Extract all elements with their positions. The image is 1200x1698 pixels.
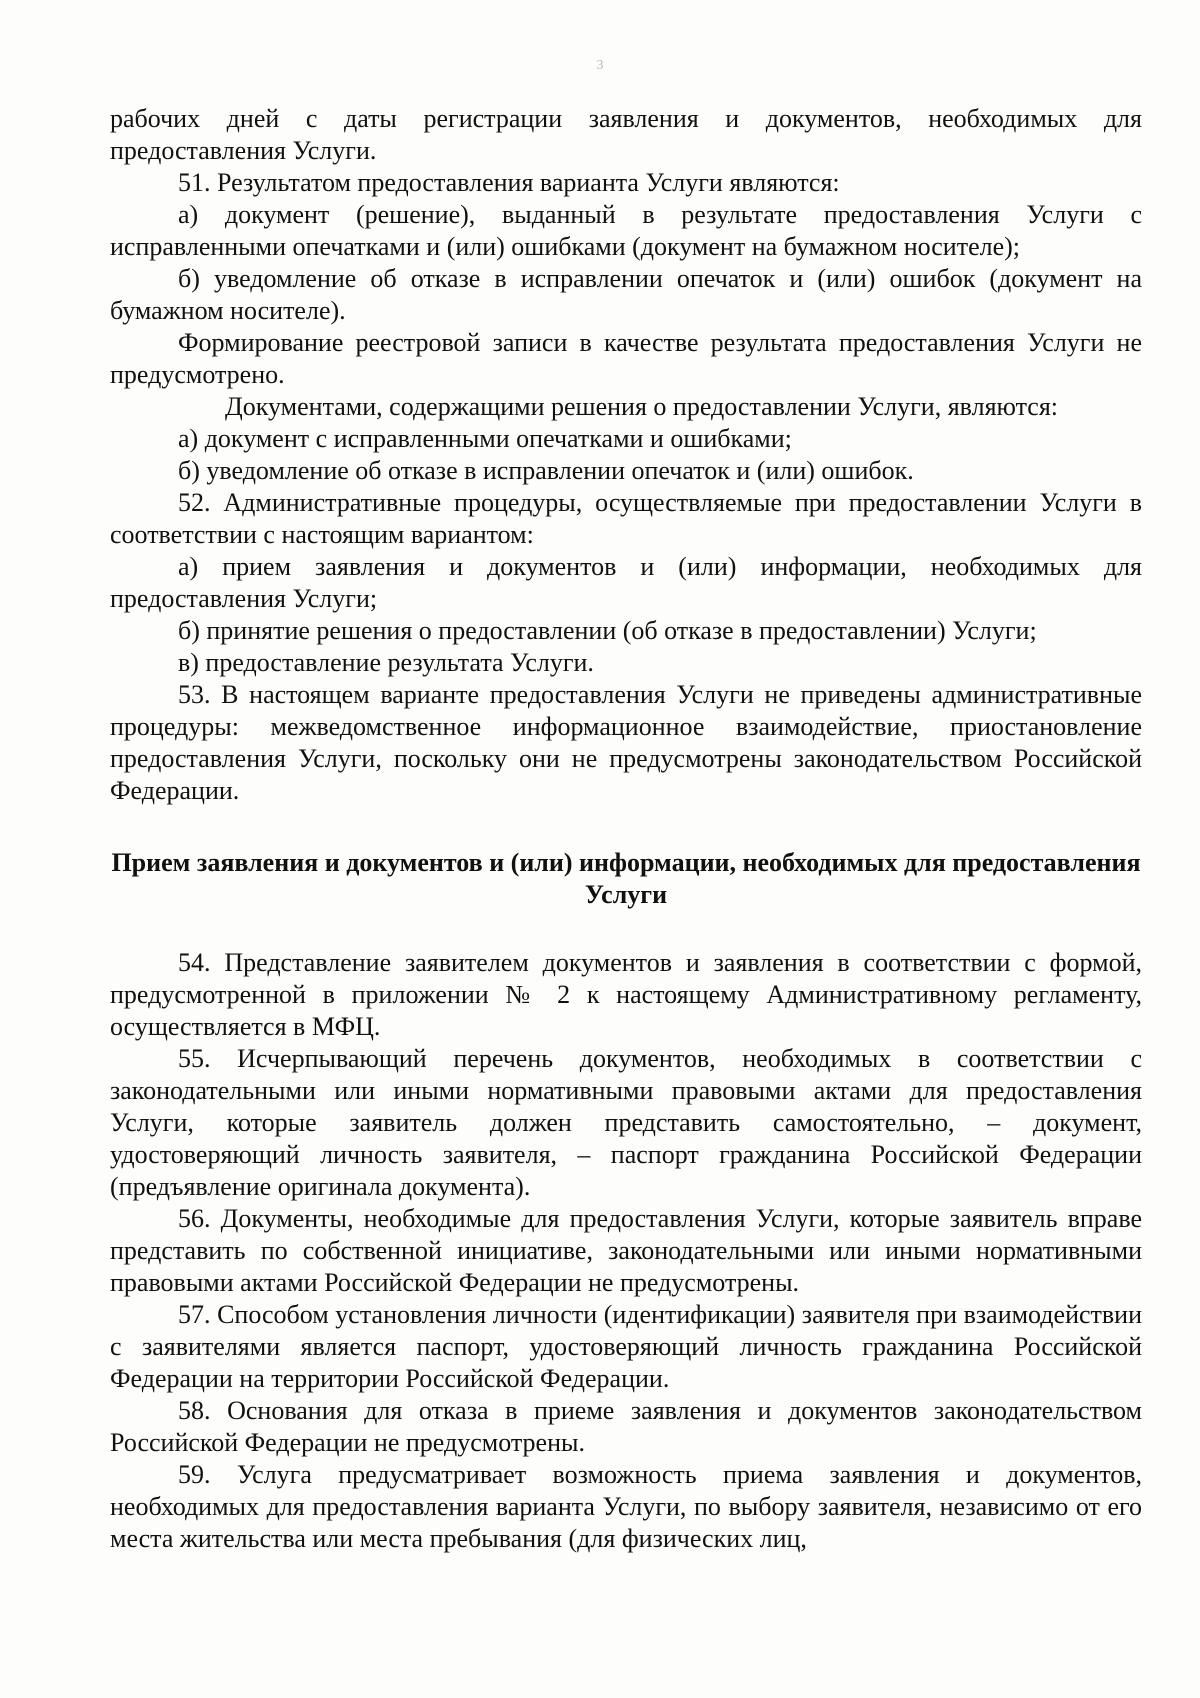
paragraph-56: 56. Документы, необходимые для предоставления Услуги, которые заявитель вправе представить по собственной инициативе, законодательными или иными нормативными правовыми актами Российской Федерации не предусмотрены. — [110, 1204, 1142, 1297]
paragraph-decision-documents: Документами, содержащими решения о предоставлении Услуги, являются: — [225, 392, 1059, 421]
paragraph-51-b: б) уведомление об отказе в исправлении опечаток и (или) ошибок (документ на бумажном носителе). — [110, 264, 1142, 325]
paragraph-52-a: а) прием заявления и документов и (или) информации, необходимых для предоставления Услуги; — [110, 552, 1142, 613]
paragraph-54: 54. Представление заявителем документов и заявления в соответствии с формой, предусмотренной в приложении № 2 к настоящему Административному регламенту, осуществляется в МФЦ. — [110, 948, 1142, 1041]
paragraph-52-b: б) принятие решения о предоставлении (об отказе в предоставлении) Услуги; — [178, 616, 1037, 645]
paragraph-58: 58. Основания для отказа в приеме заявления и документов законодательством Российской Федерации не предусмотрены. — [110, 1396, 1142, 1457]
paragraph-59: 59. Услуга предусматривает возможность приема заявления и документов, необходимых для предоставления варианта Услуги, по выбору заявителя, независимо от его места жительства или места пребывания (для физических лиц, — [110, 1460, 1142, 1553]
document-body — [110, 103, 1142, 1555]
paragraph-decision-documents-b: б) уведомление об отказе в исправлении опечаток и (или) ошибок. — [178, 456, 914, 485]
paragraph-51-a: а) документ (решение), выданный в результате предоставления Услуги с исправленными опечатками и (или) ошибками (документ на бумажном носителе); — [110, 200, 1142, 261]
paragraph-52-c: в) предоставление результата Услуги. — [178, 648, 594, 677]
paragraph-53: 53. В настоящем варианте предоставления Услуги не приведены административные процедуры: межведомственное информационное взаимодействие, приостановление предоставления Услуги, поскольку они не предусмотрены законодательством Российской Федерации. — [110, 680, 1142, 805]
paragraph-registry-record: Формирование реестровой записи в качестве результата предоставления Услуги не предусмотрено. — [110, 328, 1142, 389]
paragraph-decision-documents-a: а) документ с исправленными опечатками и ошибками; — [178, 424, 792, 453]
paragraph-52: 52. Административные процедуры, осуществляемые при предоставлении Услуги в соответствии с настоящим вариантом: — [110, 488, 1142, 549]
page-number: 3 — [596, 58, 604, 73]
section-heading: Прием заявления и документов и (или) информации, необходимых для предоставления Услуги — [111, 848, 1141, 909]
paragraph-continuation: рабочих дней с даты регистрации заявления и документов, необходимых для предоставления Услуги. — [110, 104, 1142, 165]
paragraph-51: 51. Результатом предоставления варианта Услуги являются: — [178, 168, 840, 197]
paragraph-55: 55. Исчерпывающий перечень документов, необходимых в соответствии с законодательными или иными нормативными правовыми актами для предоставления Услуги, которые заявитель должен представить самостоятельно, – документ, удостоверяющий личность заявителя, – паспорт гражданина Российской Федерации (предъявление оригинала документа). — [110, 1044, 1142, 1201]
paragraph-57: 57. Способом установления личности (идентификации) заявителя при взаимодействии с заявителями является паспорт, удостоверяющий личность гражданина Российской Федерации на территории Российской Федерации. — [110, 1300, 1142, 1393]
